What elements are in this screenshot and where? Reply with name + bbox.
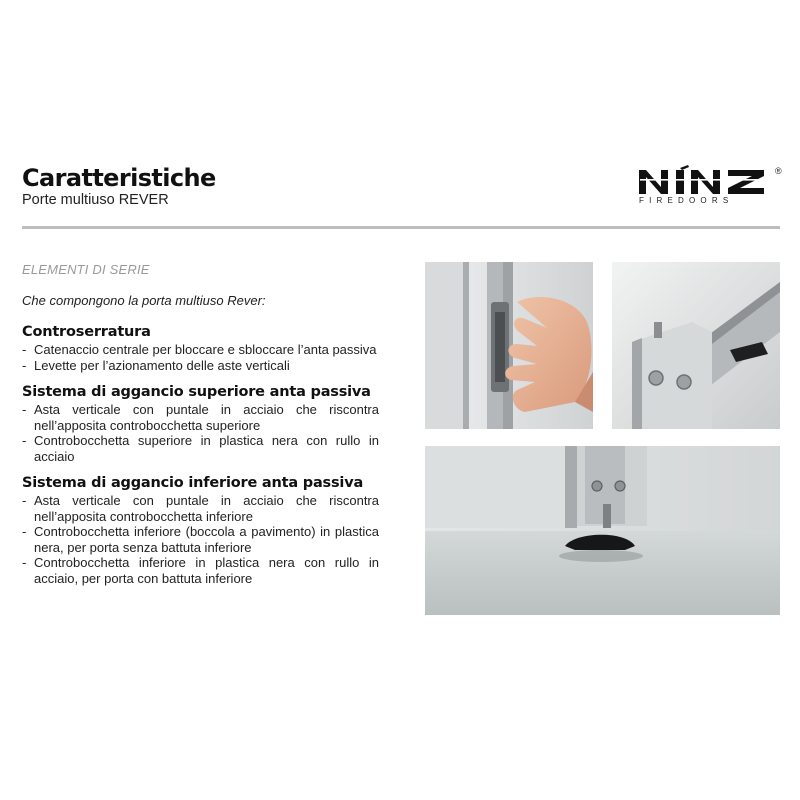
photo-central-bolt — [425, 262, 593, 429]
feature-item: - Controbocchetta inferiore (boccola a pavimento) in plastica nera, per porta senza battuta inferiore — [22, 524, 379, 555]
section-label: ELEMENTI DI SERIE — [22, 262, 150, 277]
ninz-logo — [636, 165, 782, 210]
registered-mark: ® — [775, 166, 782, 176]
feature-list — [22, 402, 379, 464]
ninz-wordmark — [636, 165, 782, 195]
feature-item: - Controbocchetta superiore in plastica nera con rullo in acciaio — [22, 433, 379, 464]
feature-block-lower-latch — [22, 475, 379, 586]
feature-item: - Asta verticale con puntale in acciaio che riscontra nell’apposita controbocchetta inferiore — [22, 493, 379, 524]
photo-lower-keeper — [425, 446, 780, 615]
feature-item: - Catenaccio centrale per bloccare e sbloccare l’anta passiva — [22, 342, 379, 358]
feature-item: - Controbocchetta inferiore in plastica nera con rullo in acciaio, per porta con battuta inferiore — [22, 555, 379, 586]
block-heading: Sistema di aggancio inferiore anta passiva — [22, 475, 364, 491]
feature-item: - Asta verticale con puntale in acciaio che riscontra nell’apposita controbocchetta superiore — [22, 402, 379, 433]
features-text — [22, 262, 379, 597]
feature-list — [22, 342, 379, 373]
feature-block-upper-latch — [22, 384, 379, 464]
page-subtitle: Porte multiuso REVER — [22, 192, 169, 208]
block-heading: Sistema di aggancio superiore anta passiva — [22, 384, 371, 400]
page-title: Caratteristiche — [22, 164, 216, 192]
feature-item: - Levette per l’azionamento delle aste verticali — [22, 358, 379, 374]
feature-block-controserratura — [22, 324, 379, 373]
photo-upper-keeper — [612, 262, 780, 429]
feature-list — [22, 493, 379, 586]
logo-tagline: FIREDOORS — [639, 196, 734, 205]
header-divider — [22, 226, 780, 229]
block-heading: Controserratura — [22, 324, 151, 340]
intro-text: Che compongono la porta multiuso Rever: — [22, 293, 266, 308]
